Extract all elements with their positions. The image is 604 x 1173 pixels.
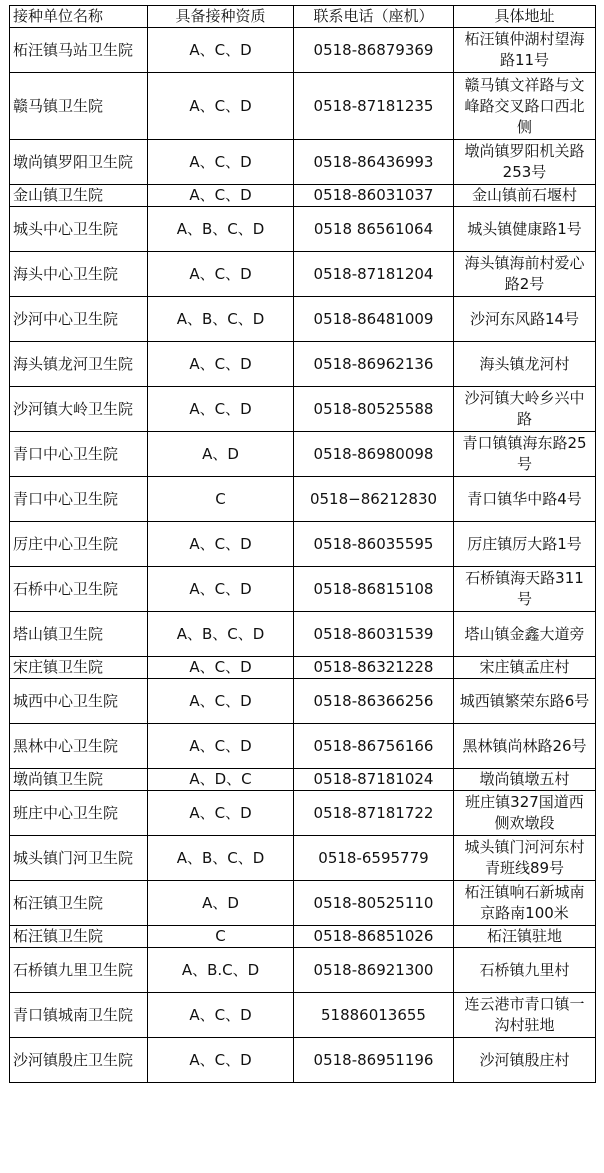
address-cell: 墩尚镇墩五村 [454, 769, 596, 791]
unit-name-cell: 沙河镇大岭卫生院 [10, 387, 148, 432]
qualification-cell: A、B.C、D [148, 948, 294, 993]
address-cell: 石桥镇九里村 [454, 948, 596, 993]
address-cell: 城头镇健康路1号 [454, 207, 596, 252]
phone-cell: 0518-86481009 [294, 297, 454, 342]
unit-name-cell: 青口镇城南卫生院 [10, 993, 148, 1038]
header-unit-name: 接种单位名称 [10, 6, 148, 28]
address-cell: 青口镇镇海东路25号 [454, 432, 596, 477]
qualification-cell: A、C、D [148, 342, 294, 387]
phone-cell: 0518-86321228 [294, 657, 454, 679]
qualification-cell: A、B、C、D [148, 207, 294, 252]
phone-cell: 0518-86031037 [294, 185, 454, 207]
phone-cell: 0518-86031539 [294, 612, 454, 657]
qualification-cell: C [148, 926, 294, 948]
address-cell: 海头镇海前村爱心路2号 [454, 252, 596, 297]
unit-name-cell: 青口中心卫生院 [10, 477, 148, 522]
clinic-table [9, 5, 596, 1083]
table-row [10, 1038, 596, 1083]
address-cell: 黑林镇尚林路26号 [454, 724, 596, 769]
qualification-cell: A、D [148, 432, 294, 477]
header-phone: 联系电话（座机） [294, 6, 454, 28]
table-row [10, 769, 596, 791]
header-qualification: 具备接种资质 [148, 6, 294, 28]
qualification-cell: A、C、D [148, 140, 294, 185]
table-row [10, 342, 596, 387]
table-row [10, 948, 596, 993]
qualification-cell: A、C、D [148, 252, 294, 297]
unit-name-cell: 石桥中心卫生院 [10, 567, 148, 612]
unit-name-cell: 石桥镇九里卫生院 [10, 948, 148, 993]
address-cell: 柘汪镇仲湖村望海路11号 [454, 28, 596, 73]
table-row [10, 791, 596, 836]
table-row [10, 477, 596, 522]
qualification-cell: A、C、D [148, 657, 294, 679]
qualification-cell: A、C、D [148, 679, 294, 724]
phone-cell: 0518-80525588 [294, 387, 454, 432]
address-cell: 城头镇门河河东村青班线89号 [454, 836, 596, 881]
qualification-cell: A、B、C、D [148, 612, 294, 657]
qualification-cell: A、C、D [148, 522, 294, 567]
table-row [10, 185, 596, 207]
table-row [10, 387, 596, 432]
qualification-cell: A、D [148, 881, 294, 926]
phone-cell: 51886013655 [294, 993, 454, 1038]
phone-cell: 0518-86436993 [294, 140, 454, 185]
table-row [10, 567, 596, 612]
qualification-cell: A、C、D [148, 1038, 294, 1083]
phone-cell: 0518-86035595 [294, 522, 454, 567]
table-row [10, 522, 596, 567]
unit-name-cell: 班庄中心卫生院 [10, 791, 148, 836]
phone-cell: 0518-86980098 [294, 432, 454, 477]
phone-cell: 0518-86366256 [294, 679, 454, 724]
unit-name-cell: 宋庄镇卫生院 [10, 657, 148, 679]
table-row [10, 73, 596, 140]
phone-cell: 0518-86921300 [294, 948, 454, 993]
qualification-cell: A、C、D [148, 387, 294, 432]
phone-cell: 0518-86962136 [294, 342, 454, 387]
phone-cell: 0518-86815108 [294, 567, 454, 612]
table-row [10, 612, 596, 657]
qualification-cell: A、C、D [148, 791, 294, 836]
qualification-cell: A、C、D [148, 724, 294, 769]
unit-name-cell: 青口中心卫生院 [10, 432, 148, 477]
phone-cell: 0518-86851026 [294, 926, 454, 948]
unit-name-cell: 黑林中心卫生院 [10, 724, 148, 769]
address-cell: 沙河镇殷庄村 [454, 1038, 596, 1083]
table-row [10, 140, 596, 185]
table-row [10, 28, 596, 73]
unit-name-cell: 海头镇龙河卫生院 [10, 342, 148, 387]
unit-name-cell: 金山镇卫生院 [10, 185, 148, 207]
qualification-cell: A、D、C [148, 769, 294, 791]
address-cell: 塔山镇金鑫大道旁 [454, 612, 596, 657]
qualification-cell: C [148, 477, 294, 522]
table-row [10, 432, 596, 477]
qualification-cell: A、B、C、D [148, 297, 294, 342]
table-row [10, 724, 596, 769]
address-cell: 连云港市青口镇一沟村驻地 [454, 993, 596, 1038]
address-cell: 沙河镇大岭乡兴中路 [454, 387, 596, 432]
phone-cell: 0518-86951196 [294, 1038, 454, 1083]
qualification-cell: A、C、D [148, 28, 294, 73]
table-row [10, 207, 596, 252]
qualification-cell: A、C、D [148, 185, 294, 207]
unit-name-cell: 城头镇门河卫生院 [10, 836, 148, 881]
unit-name-cell: 厉庄中心卫生院 [10, 522, 148, 567]
unit-name-cell: 沙河镇殷庄卫生院 [10, 1038, 148, 1083]
qualification-cell: A、C、D [148, 993, 294, 1038]
phone-cell: 0518-87181722 [294, 791, 454, 836]
table-row [10, 657, 596, 679]
phone-cell: 0518-86756166 [294, 724, 454, 769]
table-row [10, 679, 596, 724]
unit-name-cell: 海头中心卫生院 [10, 252, 148, 297]
table-row [10, 993, 596, 1038]
table-row [10, 881, 596, 926]
unit-name-cell: 沙河中心卫生院 [10, 297, 148, 342]
address-cell: 厉庄镇厉大路1号 [454, 522, 596, 567]
phone-cell: 0518-87181235 [294, 73, 454, 140]
address-cell: 城西镇繁荣东路6号 [454, 679, 596, 724]
phone-cell: 0518-87181204 [294, 252, 454, 297]
phone-cell: 0518 86561064 [294, 207, 454, 252]
phone-cell: 0518-80525110 [294, 881, 454, 926]
address-cell: 班庄镇327国道西侧欢墩段 [454, 791, 596, 836]
address-cell: 沙河东风路14号 [454, 297, 596, 342]
phone-cell: 0518-6595779 [294, 836, 454, 881]
unit-name-cell: 墩尚镇罗阳卫生院 [10, 140, 148, 185]
unit-name-cell: 城头中心卫生院 [10, 207, 148, 252]
address-cell: 青口镇华中路4号 [454, 477, 596, 522]
unit-name-cell: 柘汪镇马站卫生院 [10, 28, 148, 73]
unit-name-cell: 墩尚镇卫生院 [10, 769, 148, 791]
address-cell: 金山镇前石堰村 [454, 185, 596, 207]
table-header-row [10, 6, 596, 28]
address-cell: 柘汪镇驻地 [454, 926, 596, 948]
table-row [10, 836, 596, 881]
qualification-cell: A、C、D [148, 73, 294, 140]
address-cell: 石桥镇海天路311号 [454, 567, 596, 612]
qualification-cell: A、C、D [148, 567, 294, 612]
phone-cell: 0518−86212830 [294, 477, 454, 522]
address-cell: 墩尚镇罗阳机关路253号 [454, 140, 596, 185]
address-cell: 宋庄镇孟庄村 [454, 657, 596, 679]
table-row [10, 297, 596, 342]
address-cell: 赣马镇文祥路与文峰路交叉路口西北侧 [454, 73, 596, 140]
table-row [10, 926, 596, 948]
header-address: 具体地址 [454, 6, 596, 28]
unit-name-cell: 柘汪镇卫生院 [10, 926, 148, 948]
phone-cell: 0518-87181024 [294, 769, 454, 791]
unit-name-cell: 柘汪镇卫生院 [10, 881, 148, 926]
table-row [10, 252, 596, 297]
address-cell: 海头镇龙河村 [454, 342, 596, 387]
address-cell: 柘汪镇响石新城南京路南100米 [454, 881, 596, 926]
phone-cell: 0518-86879369 [294, 28, 454, 73]
unit-name-cell: 城西中心卫生院 [10, 679, 148, 724]
unit-name-cell: 塔山镇卫生院 [10, 612, 148, 657]
qualification-cell: A、B、C、D [148, 836, 294, 881]
unit-name-cell: 赣马镇卫生院 [10, 73, 148, 140]
